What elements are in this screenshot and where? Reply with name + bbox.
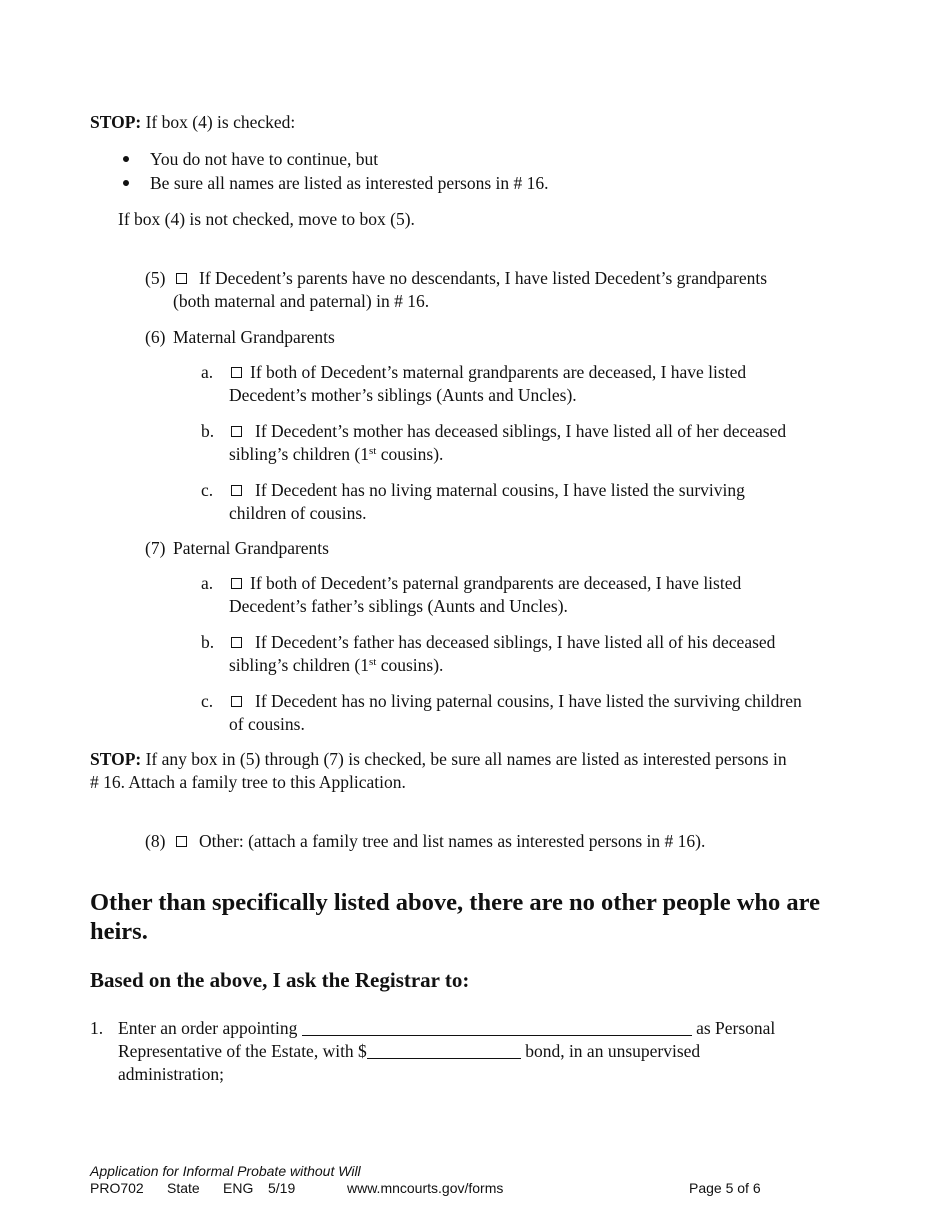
item-7c-letter: c. [201,691,214,711]
item-6c-letter: c. [201,480,214,500]
stop-instruction-1: STOP: If box (4) is checked: [90,112,296,132]
item-6b-text-cont: sibling’s children (1st cousins). [229,444,444,464]
stop-instruction-2-cont: # 16. Attach a family tree to this Application. [90,772,406,792]
item-5-text: If Decedent’s parents have no descendants, I have listed Decedent’s grandparents [199,268,768,288]
item-7-number: (7) [145,538,166,558]
item-7b-checkbox[interactable] [231,637,242,648]
request-1-line2: Representative of the Estate, with $ bond, in an unsupervised [118,1041,701,1061]
item-7a-text-cont: Decedent’s father’s siblings (Aunts and Uncles). [229,596,568,616]
footer-title: Application for Informal Probate without Will [90,1163,361,1179]
item-7b-text: If Decedent’s father has deceased siblings, I have listed all of his deceased [255,632,776,652]
item-6b-text: If Decedent’s mother has deceased siblings, I have listed all of her deceased [255,421,787,441]
item-6a-letter: a. [201,362,214,382]
item-6b-letter: b. [201,421,215,441]
item-6a-checkbox[interactable] [231,367,242,378]
item-6b-checkbox[interactable] [231,426,242,437]
footer-code: PRO702 [90,1180,144,1196]
stop-followup: If box (4) is not checked, move to box (5). [118,209,415,229]
stop-instruction-2: STOP: If any box in (5) through (7) is checked, be sure all names are listed as interested persons in [90,749,787,769]
stop-label: STOP: [90,749,142,769]
request-1-line1: Enter an order appointing as Personal [118,1018,776,1038]
item-6c-text-cont: children of cousins. [229,503,367,523]
bullet-item: Be sure all names are listed as interested persons in # 16. [150,173,549,193]
footer-url[interactable]: www.mncourts.gov/forms [347,1180,504,1196]
footer-page-number: Page 5 of 6 [689,1180,761,1196]
item-6a-text: If both of Decedent’s maternal grandparents are deceased, I have listed [250,362,747,382]
stop-label: STOP: [90,112,142,132]
request-1-number: 1. [90,1018,104,1038]
item-7c-checkbox[interactable] [231,696,242,707]
item-7b-letter: b. [201,632,215,652]
bullet-icon [123,180,129,186]
request-1-line3: administration; [118,1064,224,1084]
item-8-number: (8) [145,831,166,851]
item-6a-text-cont: Decedent’s mother’s siblings (Aunts and Uncles). [229,385,577,405]
item-7b-text-cont: sibling’s children (1st cousins). [229,655,444,675]
bullet-item: You do not have to continue, but [150,149,379,169]
bullet-icon [123,156,129,162]
item-7-title: Paternal Grandparents [173,538,329,558]
footer-state: State [167,1180,200,1196]
item-8-checkbox[interactable] [176,836,187,847]
item-7a-letter: a. [201,573,214,593]
item-6-number: (6) [145,327,166,347]
item-7a-checkbox[interactable] [231,578,242,589]
personal-representative-name-field[interactable] [302,1019,692,1036]
registrar-heading: Based on the above, I ask the Registrar to: [90,968,470,992]
item-7a-text: If both of Decedent’s paternal grandparents are deceased, I have listed [250,573,742,593]
item-6-title: Maternal Grandparents [173,327,335,347]
footer-language: ENG [223,1180,254,1196]
item-8-text: Other: (attach a family tree and list names as interested persons in # 16). [199,831,706,851]
item-7c-text-cont: of cousins. [229,714,305,734]
footer-date: 5/19 [268,1180,296,1196]
item-6c-text: If Decedent has no living maternal cousins, I have listed the surviving [255,480,745,500]
item-7c-text: If Decedent has no living paternal cousins, I have listed the surviving children [255,691,802,711]
item-5-number: (5) [145,268,166,288]
heirs-heading: Other than specifically listed above, there are no other people who are heirs. [90,889,820,945]
item-6c-checkbox[interactable] [231,485,242,496]
item-5-checkbox[interactable] [176,273,187,284]
bond-amount-field[interactable] [367,1042,521,1059]
item-5-text-cont: (both maternal and paternal) in # 16. [173,291,430,311]
